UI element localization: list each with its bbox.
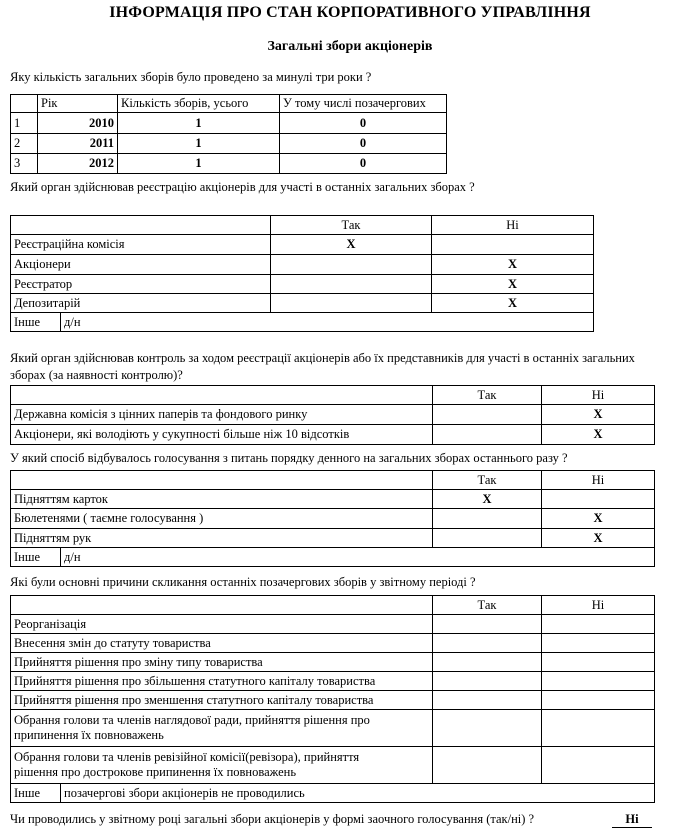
row-label-line: Обрання голови та членів наглядової ради, прийняття рішення про — [14, 713, 370, 727]
no-mark: X — [542, 529, 655, 548]
yes-mark: X — [433, 490, 542, 509]
header-no: Ні — [542, 386, 655, 405]
page-title: ІНФОРМАЦІЯ ПРО СТАН КОРПОРАТИВНОГО УПРАВЛІННЯ — [109, 4, 591, 21]
yes-mark — [433, 425, 542, 445]
year-cell: 2011 — [38, 134, 118, 154]
table-row — [11, 710, 655, 747]
row-label: Внесення змін до статуту товариства — [11, 634, 433, 653]
row-label: Акціонери — [11, 255, 271, 275]
no-mark — [542, 653, 655, 672]
header-no: Ні — [542, 471, 655, 490]
yes-mark — [433, 691, 542, 710]
header-yes: Так — [433, 386, 542, 405]
row-number: 1 — [11, 113, 38, 134]
no-mark: X — [542, 405, 655, 425]
table-header-row — [11, 386, 655, 405]
row-label: Реєстраційна комісія — [11, 235, 271, 255]
extraordinary-cell: 0 — [280, 154, 447, 174]
section-subtitle: Загальні збори акціонерів — [267, 39, 433, 54]
table-row — [11, 747, 655, 784]
table-row — [11, 615, 655, 634]
yes-mark — [433, 653, 542, 672]
row-label: Підняттям рук — [11, 529, 433, 548]
question-line: Який орган здійснював контроль за ходом реєстрації акціонерів або їх представників для участі в останніх загальних — [10, 351, 635, 365]
row-label-line: Обрання голови та членів ревізійної комісії(ревізора), прийняття — [14, 750, 360, 764]
table-header-row — [11, 216, 594, 235]
no-mark — [542, 490, 655, 509]
total-cell: 1 — [118, 134, 280, 154]
yes-mark — [433, 615, 542, 634]
other-value: д/н — [61, 313, 594, 332]
row-number: 3 — [11, 154, 38, 174]
other-value: позачергові збори акціонерів не проводились — [61, 784, 655, 803]
yes-mark — [433, 405, 542, 425]
table-row — [11, 154, 447, 174]
header-cell — [11, 596, 433, 615]
table-row — [11, 634, 655, 653]
table-header-row — [11, 471, 655, 490]
row-label: Реєстратор — [11, 275, 271, 294]
table-row — [11, 235, 594, 255]
table-row — [11, 255, 594, 275]
yes-mark — [433, 672, 542, 691]
header-cell: Рік — [38, 95, 118, 113]
yes-mark — [433, 529, 542, 548]
header-no: Ні — [542, 596, 655, 615]
question-registration-control — [10, 350, 635, 384]
row-label: Реорганізація — [11, 615, 433, 634]
other-label: Інше — [11, 313, 61, 332]
row-label: Прийняття рішення про зменшення статутного капіталу товариства — [11, 691, 433, 710]
header-cell — [11, 386, 433, 405]
extraordinary-reasons-table — [10, 595, 655, 803]
header-yes: Так — [433, 471, 542, 490]
absentee-voting-answer: Ні — [612, 811, 652, 828]
registration-body-table — [10, 215, 594, 332]
table-row — [11, 405, 655, 425]
no-mark: X — [432, 275, 594, 294]
yes-mark — [433, 509, 542, 529]
registration-control-table — [10, 385, 655, 445]
total-cell: 1 — [118, 113, 280, 134]
no-mark: X — [432, 255, 594, 275]
question-meetings-count: Яку кількість загальних зборів було проведено за минулі три роки ? — [10, 70, 372, 84]
table-row-other — [11, 784, 655, 803]
meetings-count-table — [10, 94, 447, 174]
row-label: Прийняття рішення про зміну типу товариства — [11, 653, 433, 672]
header-yes: Так — [433, 596, 542, 615]
table-row-other — [11, 548, 655, 567]
table-row — [11, 529, 655, 548]
row-label-line: рішення про дострокове припинення їх повноважень — [14, 765, 297, 779]
other-label: Інше — [11, 548, 61, 567]
no-mark — [432, 235, 594, 255]
table-row — [11, 672, 655, 691]
table-row — [11, 691, 655, 710]
row-label — [11, 747, 433, 784]
no-mark — [542, 691, 655, 710]
table-row — [11, 653, 655, 672]
table-row — [11, 490, 655, 509]
year-cell: 2012 — [38, 154, 118, 174]
header-cell — [11, 216, 271, 235]
no-mark — [542, 747, 655, 784]
header-cell — [11, 471, 433, 490]
no-mark — [542, 710, 655, 747]
no-mark: X — [542, 509, 655, 529]
no-mark: X — [432, 294, 594, 313]
table-row-other — [11, 313, 594, 332]
total-cell: 1 — [118, 154, 280, 174]
table-row — [11, 509, 655, 529]
row-number: 2 — [11, 134, 38, 154]
yes-mark — [433, 634, 542, 653]
row-label: Прийняття рішення про збільшення статутного капіталу товариства — [11, 672, 433, 691]
header-yes: Так — [271, 216, 432, 235]
header-no: Ні — [432, 216, 594, 235]
row-label: Державна комісія з цінних паперів та фондового ринку — [11, 405, 433, 425]
extraordinary-cell: 0 — [280, 113, 447, 134]
year-cell: 2010 — [38, 113, 118, 134]
row-label: Акціонери, які володіють у сукупності більше ніж 10 відсотків — [11, 425, 433, 445]
row-label — [11, 710, 433, 747]
table-row — [11, 113, 447, 134]
header-cell — [11, 95, 38, 113]
table-header-row — [11, 596, 655, 615]
table-row — [11, 275, 594, 294]
question-line: зборах (за наявності контролю)? — [10, 368, 183, 382]
row-label: Депозитарій — [11, 294, 271, 313]
question-absentee-voting: Чи проводились у звітному році загальні збори акціонерів у формі заочного голосування (так/ні) ? — [10, 812, 535, 826]
table-row — [11, 134, 447, 154]
table-header-row — [11, 95, 447, 113]
question-voting-method: У який спосіб відбувалось голосування з питань порядку денного на загальних зборах останнього разу ? — [10, 451, 568, 465]
extraordinary-cell: 0 — [280, 134, 447, 154]
yes-mark — [271, 255, 432, 275]
header-cell: Кількість зборів, усього — [118, 95, 280, 113]
yes-mark: X — [271, 235, 432, 255]
no-mark: X — [542, 425, 655, 445]
no-mark — [542, 634, 655, 653]
yes-mark — [271, 275, 432, 294]
yes-mark — [433, 710, 542, 747]
table-row — [11, 294, 594, 313]
yes-mark — [271, 294, 432, 313]
header-cell: У тому числі позачергових — [280, 95, 447, 113]
voting-method-table — [10, 470, 655, 567]
row-label-line: припинення їх повноважень — [14, 728, 164, 742]
no-mark — [542, 615, 655, 634]
row-label: Підняттям карток — [11, 490, 433, 509]
table-row — [11, 425, 655, 445]
other-value: д/н — [61, 548, 655, 567]
yes-mark — [433, 747, 542, 784]
other-label: Інше — [11, 784, 61, 803]
question-registration-body: Який орган здійснював реєстрацію акціонерів для участі в останніх загальних зборах ? — [10, 180, 475, 194]
no-mark — [542, 672, 655, 691]
question-extraordinary-reasons: Які були основні причини скликання останніх позачергових зборів у звітному періоді ? — [10, 575, 476, 589]
row-label: Бюлетенями ( таємне голосування ) — [11, 509, 433, 529]
